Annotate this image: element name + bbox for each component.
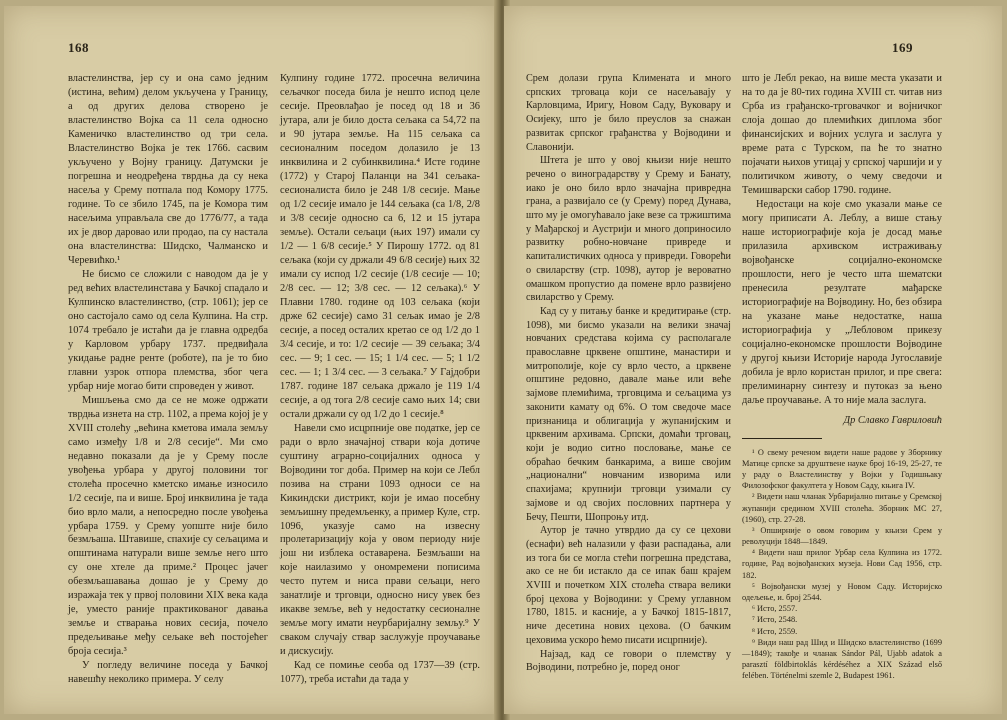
footnote: ⁹ Види наш рад Шид и Шидско властелинство (1699—1849); такође и чланак Sándor Pál, Ujabb adatok a parasztí földbirtoklás kérdéséhez a XIX Század első felében. Történelmi szemle 2, Budapest 1961. xyxy=(742,637,942,681)
left-column-2 xyxy=(280,72,480,687)
paragraph: Не бисмо се сложили с наводом да је у ред већих властелинстава у Бачкој спадало и Кулпинско властелинство, (стр. 1061); јер се оно састојало само од села Кулпина. На стр. 1074 требало је истаћи да је главна одредба у Карловом урбару 1737. предвиђала укидање радне ренте (роботе), па је то био главни узрок отпора племства, због чега урбар није могао бити спроведен у живот. xyxy=(68,268,268,392)
right-column-2 xyxy=(742,72,942,682)
paragraph: Штета је што у овој књизи није нешто речено о виноградарству у Срему и Банату, иако је оно било врло значајна привредна грана, а развијало се (у Срему) поред Дунава, што му је омогућавало јаке везе са тржиштима у Мађарској и Аустрији и много доприносило развитку робно-новчане привреде и капиталистичких односа у привреди. Говорећи о свиларству (стр. 1098), аутор је вероватно омашком пропустио да помене врло развијено свиларство у Срему. xyxy=(526,155,731,304)
page-number-right: 169 xyxy=(892,40,913,55)
paragraph: Навели смо исцрпније ове податке, јер се ради о врло значајној ствари која дотиче суштину аграрно-социјалних односа у Војводини тог доба. Пример на који се Лебл позива на страни 1093 односи се на Кикиндски дистрикт, који је имао посебну земљишну предемљенку, а пример Куле, стр. 1096, указује само на извесну пролетаризацију која у овом периоду није још ни изблека оставарена. Безмљаши на које наилазимо у ономремени пописима често путем и ниса прави сељаци, него занатлије и трговци, односно нису увек без икакве земље, већ у недостатку сесионалне земље могу имати неурбаријалну земљу.⁹ У сваком случају ствар заслужује проучавање и дискусију. xyxy=(280,422,480,658)
footnote: ⁸ Исто, 2559. xyxy=(752,626,798,636)
footnote: ⁵ Војвођански музеј у Новом Саду. Историјско одељење, и. број 2544. xyxy=(742,581,942,603)
paragraph: властелинства, јер су и она само једним (истина, већим) делом укључена у Границу, а од других делова створено је властелинство Војка са 11 села односно Каменичко властелинство од три села. Властелинство Војка је тек 1766. сасвим укључено у Војну границу. Датумски је погрешна и неодређена тврдња да су нека насеља у Срему потпала под Комору 1775. године. То се збило 1745, па је Комора тим насељима управљала све до 1776/77, а тада их је двор даровао или продао, па су настала она властелинства: Шидско, Чалманско и Черевићко.¹ xyxy=(68,73,268,266)
paragraph: Кулпину године 1772. просечна величина сељачког поседа била је нешто испод целе сесије. Преовлађао је посед од 18 и 36 јутара, али је било доста сељака са 54,72 па и 90 јутара земље. На 115 сељака са сесионалним поседом долазило је 13 инквилина и 2 субинквилина.⁴ Исте године (1772) у Старој Паланци на 341 сељака-сесионалиста било је 248 1/8 сесије. Мање од 1/2 сесије имало је 144 сељака (са 1/8, 2/8 и 3/8 сесије односно са 6, 12 и 15 јутара земље). Остали сељаци (њих 197) имали су 1/2 — 1 6/8 сесије.⁵ У Пирошу 1772. од 81 сељака (који су држали 49 6/8 сесије) њих 32 имали су испод 1/2 сесије (1/8 сесије — 10; 2/8 сес. — 12; 3/8 сес. — 12 сељака).⁶ У Плавни 1780. године од 103 сељака (који држе 62 сесије) само 31 сељак имао је 2/8 сесије, а посед осталих кретао се од 1/2 до 1 3/4 сесије, и то: 1/2 сесије — 39 сељака; 3/4 сес. — 9; 1 сес. — 15; 1 1/4 сес. — 5; 1 1/2 сес. — 1; 1 3/4 сес. — 3 сељака.⁷ У Гајдобри 1787. године 187 сељака држало је 119 1/4 сесије, а од тога 2/8 сесије само њих 14; сви остали држали су од 1/2 до 1 сесије.⁸ xyxy=(280,73,480,420)
footnote: ⁴ Видети наш прилог Урбар села Кулпина из 1772. године, Рад војвођанских музеја. Нови Сад 1956, стр. 182. xyxy=(742,548,942,580)
footnote-divider xyxy=(742,438,822,439)
right-column-1 xyxy=(526,72,731,675)
paragraph: Кад се помиње сеоба од 1737—39 (стр. 1077), треба истаћи да тада у xyxy=(280,660,480,686)
paragraph: Недостаци на које смо указали мање се могу приписати А. Леблу, а више стању наше историографије која је досад мање прилазила архивском истраживању војвођанске социјално-економске прошлости, него је често шта шематски пренесила резултате мађарске историографије на Војводину. Но, без обзира на указане мање недостатке, наша историографија у „Лебловом прикезу социјално-економске прошлости Војводине у другој књизи Историје народа Југославије добила је врло користан прилог, и пре свега: прелиминарну синтезу и путоказ за њено даље проучавање. А то није мала заслуга. xyxy=(742,198,942,406)
paragraph: Срем долази група Климената и много српских трговаца који се насељавају у Карловцима, Иригу, Новом Саду, Вуковару и Осијеку, што је било преуслов за снажан развитак српског грађанства у Војводини и Славонији. xyxy=(526,73,731,153)
paragraph: Мишљења смо да се не може одржати тврдња изнета на стр. 1102, а према којој је у XVIII столећу „већина кметова имала земљу само између 1/8 и 2/8 сесије“. Ми смо недавно показали да је у Срему после увођења урбара у другој половини тог столећа просечно кметско имање износило 1/2 сесије, па и више. Број инквилина је тада био врло мали, а непосредно после увођења урбара 1759. у Срему уопште није било безмљаша. Штавише, спахије су сељацима и општинама натурали више земље него што су оне хтеле да приме.² Процес јачег обезмљашавања дошао је у Срему до изражаја тек у првој половини XIX века када је, уместо раније практикованог давања земље и стварања нових сесија, почело предељивање међу сељаке већ постојећег броја сесија.³ xyxy=(68,394,268,658)
left-column-1 xyxy=(68,72,268,687)
right-page xyxy=(504,6,1002,714)
paragraph: У погледу величине поседа у Бачкој навешћу неколико примера. У селу xyxy=(68,660,268,686)
page-number-left: 168 xyxy=(68,40,89,55)
author-signature: Др Славко Гавриловић xyxy=(843,414,942,426)
paragraph: што је Лебл рекао, на више места указати и на то да је 80-тих година XVIII ст. читав низ Срба из грађанско-трговачког и војничког слоја дошао до племићких диплома због финансијских и војних услуга и заслуга у време рата с Турском, па ће то знатно појачати њихов утицај у српској чаршији и у политичком животу, о чему сведочи и Темишварски сабор 1790. године. xyxy=(742,73,942,196)
footnote: ⁶ Исто, 2557. xyxy=(752,604,798,614)
footnotes xyxy=(742,447,942,682)
left-page xyxy=(4,6,498,714)
footnote: ⁷ Исто, 2548. xyxy=(752,615,798,625)
footnote: ² Видети наш чланак Урбаријално питање у Сремској жупанији средином XVIII столећа. Зборник МС 27, (1960), стр. 27-28. xyxy=(742,492,942,524)
paragraph: Аутор је тачно утврдио да су се цехови (еснафи) већ налазили у фази распадања, али из тога би се могла стећи погрешна представа, ако се не би истакло да се ипак баш крајем XVIII и почетком XIX столећа ствара велики број цехова у Војводини: у Срему углавном 1780, 1815. и касније, а у Бачкој 1815-1817, ниче десетина нових цехова. (О бачким цеховима ускоро ћемо писати исцрпније). xyxy=(526,525,731,646)
footnote: ³ Опширније о овом говорим у књизи Срем у револуцији 1848—1849. xyxy=(742,525,942,547)
paragraph: Кад су у питању банке и кредитирање (стр. 1098), ми бисмо указали на велики значај новчаних средстава којима су располагале православне црквене општине, манастири и митрополије, које су врло често, а црквене општине редовно, давале мање или веће зајмове племићима, трговцима и сељацима уз законити камату од 6%. О том сведоче масе признаница и облигација у жупанијским и црквеним архивама. Српски, домаћи трговац, који је водио ситно пословање, мање се обраћао бечким банкарима, а више својим „национални“ новчаним изворима или спахијама; крупнији трговци узимали су зајмове и од својих пословних партнера у Бечу, Пешти, Шопроњу итд. xyxy=(526,305,731,523)
paragraph: Најзад, кад се говори о племству у Војводини, потребно је, поред оног xyxy=(526,648,731,674)
footnote: ¹ О свему реченом видети наше радове у Зборнику Матице српске за друштвене науке број 16-19, 25-27, те у раду о Властелинству у Војки у Годишњаку Филозофског факултета у Новом Саду, књига IV. xyxy=(742,447,942,491)
